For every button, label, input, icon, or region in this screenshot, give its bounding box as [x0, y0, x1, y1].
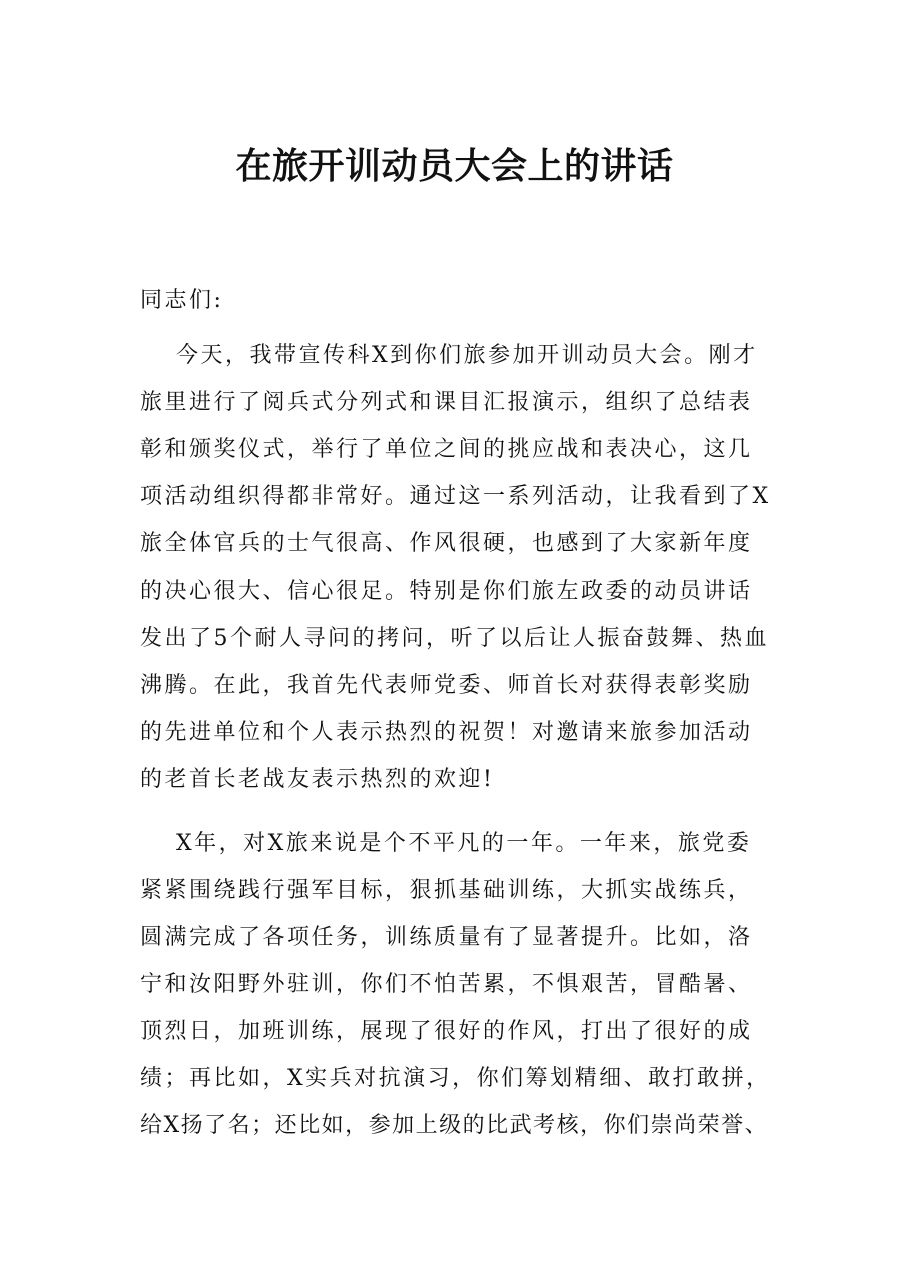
- paragraph-1-line-7: 发出了5个耐人寻问的拷问，听了以后让人振奋鼓舞、热血: [140, 626, 769, 651]
- paragraph-2-line-6: 绩；再比如，X实兵对抗演习，你们筹划精细、敢打敢拼，: [140, 1066, 771, 1091]
- paragraph-1-line-5: 旅全体官兵的士气很高、作风很硬，也感到了大家新年度: [140, 531, 753, 556]
- paragraph-2-line-5: 顶烈日，加班训练，展现了很好的作风，打出了很好的成: [140, 1019, 753, 1044]
- paragraph-1-line-3: 彰和颁奖仪式，举行了单位之间的挑应战和表决心，这几: [140, 437, 753, 462]
- paragraph-2-line-4: 宁和汝阳野外驻训，你们不怕苦累，不惧艰苦，冒酷暑、: [140, 972, 753, 997]
- paragraph-1-line-9: 的先进单位和个人表示热烈的祝贺！对邀请来旅参加活动: [140, 720, 753, 745]
- paragraph-2-line-7: 给X扬了名；还比如，参加上级的比武考核，你们崇尚荣誉、: [140, 1113, 769, 1138]
- document-title: 在旅开训动员大会上的讲话: [235, 145, 674, 187]
- paragraph-1-line-1: 今天，我带宣传科X到你们旅参加开训动员大会。刚才: [176, 343, 758, 368]
- paragraph-2-line-2: 紧紧围绕践行强军目标，狠抓基础训练，大抓实战练兵，: [140, 878, 753, 903]
- paragraph-2-line-3: 圆满完成了各项任务，训练质量有了显著提升。比如，洛: [140, 925, 753, 950]
- paragraph-2-line-1: X年，对X旅来说是个不平凡的一年。一年来，旅党委: [176, 831, 752, 856]
- paragraph-1-line-4: 项活动组织得都非常好。通过这一系列活动，让我看到了X: [140, 484, 771, 509]
- salutation: 同志们:: [140, 288, 224, 313]
- paragraph-1-line-8: 沸腾。在此，我首先代表师党委、师首长对获得表彰奖励: [140, 673, 753, 698]
- paragraph-1-line-6: 的决心很大、信心很足。特别是你们旅左政委的动员讲话: [140, 579, 753, 604]
- paragraph-1-line-2: 旅里进行了阅兵式分列式和课目汇报演示，组织了总结表: [140, 390, 753, 415]
- paragraph-1-line-10: 的老首长老战友表示热烈的欢迎!: [140, 767, 495, 792]
